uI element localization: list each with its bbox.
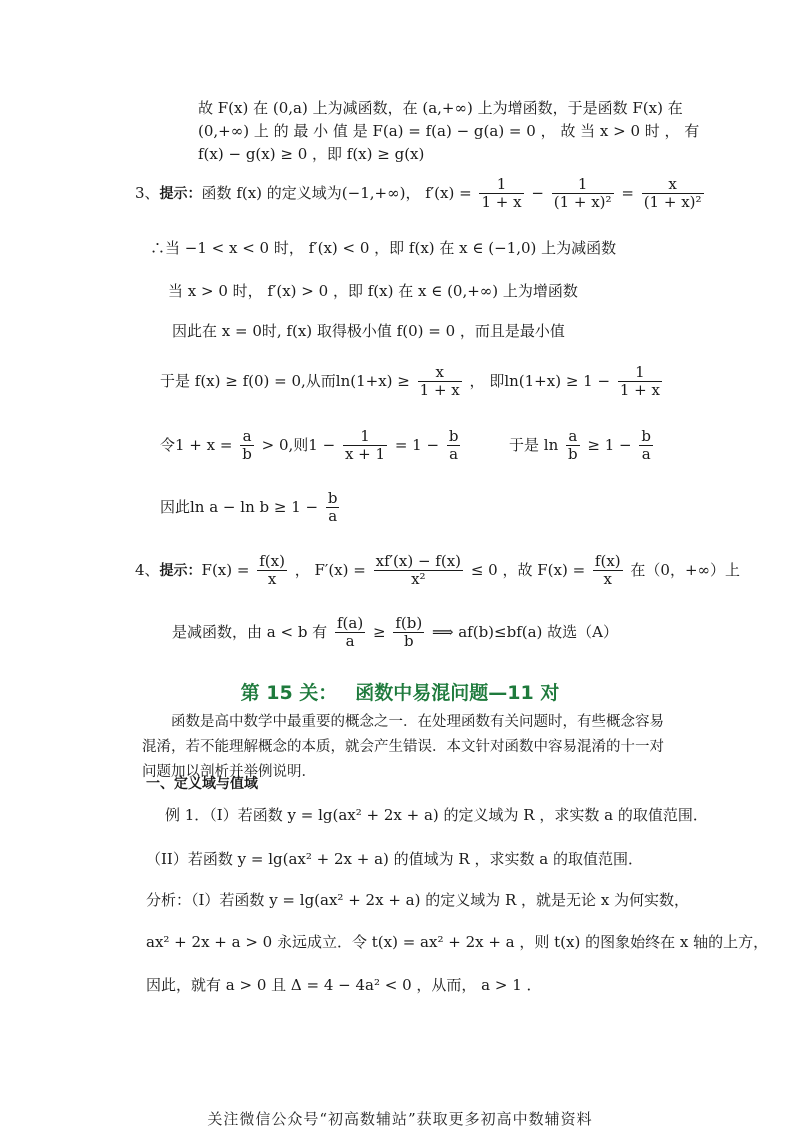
fraction-numerator: x	[668, 175, 677, 193]
footer-note: 关注微信公众号“初高数辅站”获取更多初高中数辅资料	[207, 1110, 593, 1128]
analysis-line: ax² + 2x + a > 0 永远成立．令 t(x) = ax² + 2x + a ，则 t(x) 的图象始终在 x 轴的上方，	[146, 933, 769, 951]
fraction	[447, 428, 461, 464]
fraction	[593, 553, 623, 589]
fraction	[552, 176, 614, 212]
analysis-line: 分析：（I）若函数 y = lg(ax² + 2x + a) 的定义域为 R ，就是无论 x 为何实数，	[146, 891, 690, 909]
fraction-numerator: 1	[360, 427, 370, 445]
fraction	[240, 428, 254, 464]
fraction	[326, 490, 340, 526]
text-segment: ≤ 0 ，故 F(x) =	[470, 560, 586, 579]
section-title	[0, 678, 800, 705]
operator: =	[621, 183, 634, 202]
fraction	[639, 428, 653, 464]
text-line: 当 x > 0 时， f′(x) > 0 ，即 f(x) 在 x ∈ (0,+∞) 上为增函数	[168, 282, 578, 300]
fraction-numerator: f(x)	[259, 552, 285, 570]
fraction-denominator: 1 + x	[619, 381, 660, 400]
text-segment: 函数 f(x) 的定义域为(−1,+∞)， f′(x) =	[201, 183, 472, 202]
text-segment: 于是 ln	[509, 435, 559, 454]
fraction	[343, 428, 387, 464]
text-line: f(x) − g(x) ≥ 0 ，即 f(x) ≥ g(x)	[198, 145, 425, 163]
fraction-denominator: b	[568, 445, 578, 464]
fraction	[393, 615, 424, 651]
fraction-denominator: a	[639, 445, 653, 463]
fraction-denominator: x²	[374, 570, 463, 588]
intro-paragraph: 函数是高中数学中最重要的概念之一．在处理函数有关问题时，有些概念容易混淆，若不能理解概念的本质，就会产生错误．本文针对函数中容易混淆的十一对问题加以剖析并举例说明．	[142, 714, 664, 780]
math-line	[160, 428, 656, 464]
fraction-numerator: 1	[577, 175, 588, 193]
problem-number: 4、	[135, 560, 160, 579]
fraction-numerator: 1	[496, 175, 507, 193]
text-segment: ≥	[372, 622, 386, 641]
fraction-denominator: b	[393, 632, 424, 650]
fraction-denominator: a	[335, 632, 365, 650]
text-segment: ， F′(x) =	[294, 560, 366, 579]
math-line	[160, 364, 665, 400]
math-line	[172, 615, 618, 651]
operator: −	[531, 183, 544, 202]
fraction-numerator: b	[641, 427, 652, 445]
problem-3-line	[135, 176, 707, 212]
fraction-numerator: xf′(x) − f(x)	[375, 552, 462, 570]
fraction-numerator: 1	[635, 363, 645, 381]
text-line: 故 F(x) 在 (0,a) 上为减函数，在 (a,+∞) 上为增函数，于是函数 F(x) 在	[198, 99, 683, 117]
text-segment: > 0,则1 −	[261, 435, 336, 454]
text-segment: = 1 −	[394, 435, 440, 454]
analysis-line: 因此，就有 a > 0 且 Δ = 4 − 4a² < 0 ，从而， a > 1 ．	[146, 976, 542, 994]
text-segment: ， 即ln(1+x) ≥ 1 −	[469, 371, 611, 390]
fraction-numerator: b	[327, 489, 338, 507]
fraction-denominator: a	[326, 507, 340, 525]
text-segment: 令1 + x =	[160, 435, 233, 454]
fraction-denominator: b	[242, 445, 252, 464]
fraction	[618, 364, 662, 400]
fraction-numerator: a	[242, 427, 252, 445]
fraction-denominator: x	[257, 570, 287, 588]
section-heading: 函数中易混问题—11 对	[355, 682, 560, 704]
fraction-denominator: x + 1	[344, 445, 386, 464]
text-line: (0,+∞) 上 的 最 小 值 是 F(a) = f(a) − g(a) = 0 ， 故 当 x > 0 时 ， 有	[198, 122, 700, 140]
hint-label: 提示：	[159, 185, 202, 202]
fraction-numerator: f(x)	[594, 552, 621, 570]
section-number: 第 15 关：	[240, 682, 338, 704]
text-segment: ⟹ af(b)≤bf(a) 故选（A）	[431, 622, 618, 641]
fraction	[642, 176, 704, 212]
text-segment: F(x) =	[201, 560, 250, 579]
subsection-heading: 一、定义域与值域	[146, 776, 258, 792]
text-segment: ≥ 1 −	[587, 435, 632, 454]
problem-number: 3、	[135, 183, 160, 202]
fraction-numerator: f(a)	[336, 614, 364, 632]
fraction-numerator: f(b)	[395, 614, 423, 632]
fraction-denominator: x	[593, 570, 623, 588]
fraction	[566, 428, 580, 464]
fraction	[335, 615, 365, 651]
hint-label: 提示：	[159, 562, 202, 579]
fraction-numerator: a	[568, 427, 578, 445]
fraction-denominator: 1 + x	[419, 381, 460, 400]
text-line: 因此在 x = 0时, f(x) 取得极小值 f(0) = 0 ，而且是最小值	[172, 322, 565, 340]
fraction-denominator: (1 + x)²	[643, 193, 702, 212]
fraction	[418, 364, 462, 400]
text-segment: 因此ln a − ln b ≥ 1 −	[160, 497, 319, 516]
example-line: 例 1．（I）若函数 y = lg(ax² + 2x + a) 的定义域为 R ，求实数 a 的取值范围．	[165, 806, 708, 824]
fraction-numerator: b	[448, 427, 459, 445]
problem-4-line	[135, 553, 740, 589]
text-segment: 于是 f(x) ≥ f(0) = 0,从而ln(1+x) ≥	[160, 371, 410, 390]
fraction-denominator: (1 + x)²	[553, 193, 612, 212]
fraction-numerator: x	[435, 363, 444, 381]
text-segment: 在（0，+∞）上	[630, 560, 741, 579]
text-segment: 是减函数，由 a < b 有	[172, 622, 328, 641]
math-line	[160, 490, 342, 526]
fraction	[257, 553, 287, 589]
fraction	[479, 176, 523, 212]
fraction-denominator: 1 + x	[481, 193, 522, 212]
example-line: （II）若函数 y = lg(ax² + 2x + a) 的值域为 R ，求实数 a 的取值范围．	[146, 850, 643, 868]
fraction	[374, 553, 463, 589]
text-line: ∴当 −1 < x < 0 时， f′(x) < 0 ，即 f(x) 在 x ∈ (−1,0) 上为减函数	[150, 239, 617, 257]
fraction-denominator: a	[447, 445, 461, 463]
